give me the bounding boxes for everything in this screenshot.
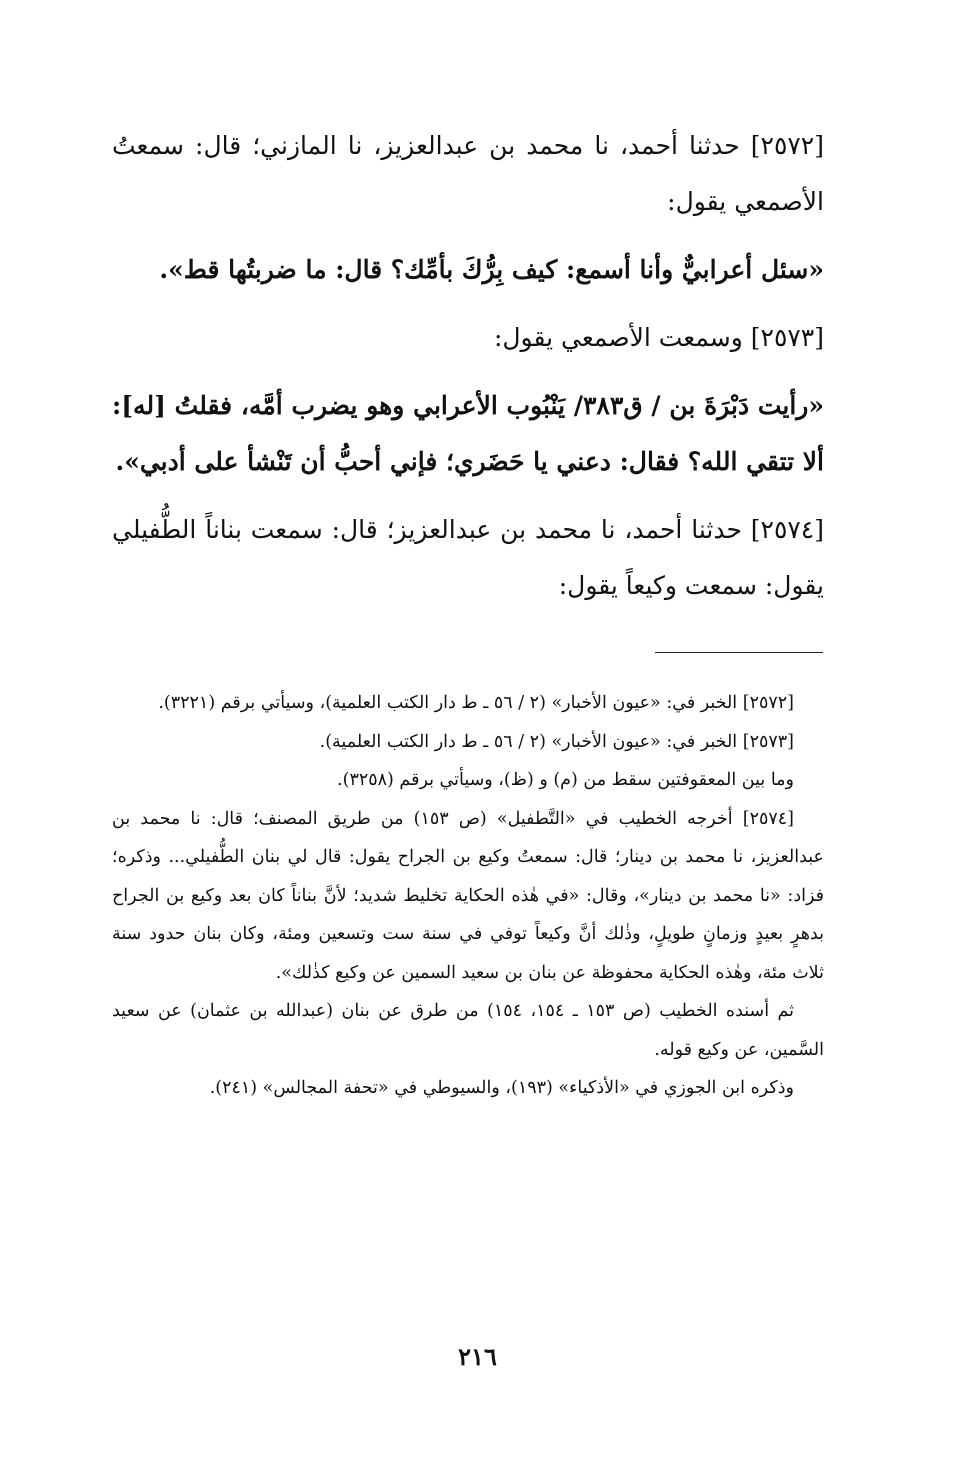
footnote-2574-refs: وذكره ابن الجوزي في «الأذكياء» (١٩٣)، والسيوطي في «تحفة المجالس» (٢٤١). — [209, 1078, 794, 1098]
page-number: ٢١٦ — [458, 1342, 497, 1371]
footnotes — [112, 684, 824, 1108]
footnote-2573: [٢٥٧٣] الخبر في: «عيون الأخبار» (٢ / ٥٦ ـ ط دار الكتب العلمية). — [319, 731, 794, 752]
narration-2572: [٢٥٧٢] حدثنا أحمد، نا محمد بن عبدالعزيز، نا المازني؛ قال: سمعتُ الأصمعي يقول: — [112, 131, 824, 216]
quote-2573: «رأيت دَبْرَةَ بن / ق٣٨٣/ يَنْبُوب الأعرابي وهو يضرب أمَّه، فقلتُ [له]: ألا تتقي الله؟ فقال: دعني يا حَضَري؛ فإني أحبُّ أن تَنْشأ على أدبي». — [112, 391, 825, 476]
main-text — [112, 118, 824, 626]
footnote-2572: [٢٥٧٢] الخبر في: «عيون الأخبار» (٢ / ٥٦ ـ ط دار الكتب العلمية)، وسيأتي برقم (٣٢٢١). — [158, 693, 794, 713]
narration-2574: [٢٥٧٤] حدثنا أحمد، نا محمد بن عبدالعزيز؛ قال: سمعت بناناً الطُّفيلي يقول: سمعت وكيعاً يقول: — [112, 515, 824, 600]
footnote-2574-chain: ثم أسنده الخطيب (ص ١٥٣ ـ ١٥٤، ١٥٤) من طرق عن بنان (عبدالله بن عثمان) عن سعيد السَّمين، عن وكيع قوله. — [112, 1001, 824, 1060]
footnote-divider — [655, 652, 823, 653]
footnote-2573-note: وما بين المعقوفتين سقط من (م) و (ظ)، وسيأتي برقم (٣٢٥٨). — [337, 770, 794, 790]
narration-2573: [٢٥٧٣] وسمعت الأصمعي يقول: — [493, 323, 824, 352]
quote-2572: «سئل أعرابيٌّ وأنا أسمع: كيف بِرُّكَ بأمِّك؟ قال: ما ضربتُها قط». — [159, 255, 824, 284]
footnote-2574: [٢٥٧٤] أخرجه الخطيب في «التَّطفيل» (ص ١٥٣) من طريق المصنف؛ قال: نا محمد بن عبدالعزيز، نا محمد بن دينار؛ قال: سمعتُ وكيع بن الجراح يقول: قال لي بنان الطُّفيلي... وذكره؛ فزاد: «نا محمد بن دينار»، وقال: «في هٰذه الحكاية تخليط شديد؛ لأنَّ بناناً كان بعد وكيع بن الجراح بدهرٍ بعيدٍ وزمانٍ طويلٍ، وذٰلك أنَّ وكيعاً توفي في سنة ست وتسعين ومئة، وكان بنان حدود سنة ثلاث مئة، وهٰذه الحكاية محفوظة عن بنان بن سعيد السمين عن وكيع كذٰلك». — [112, 808, 824, 983]
